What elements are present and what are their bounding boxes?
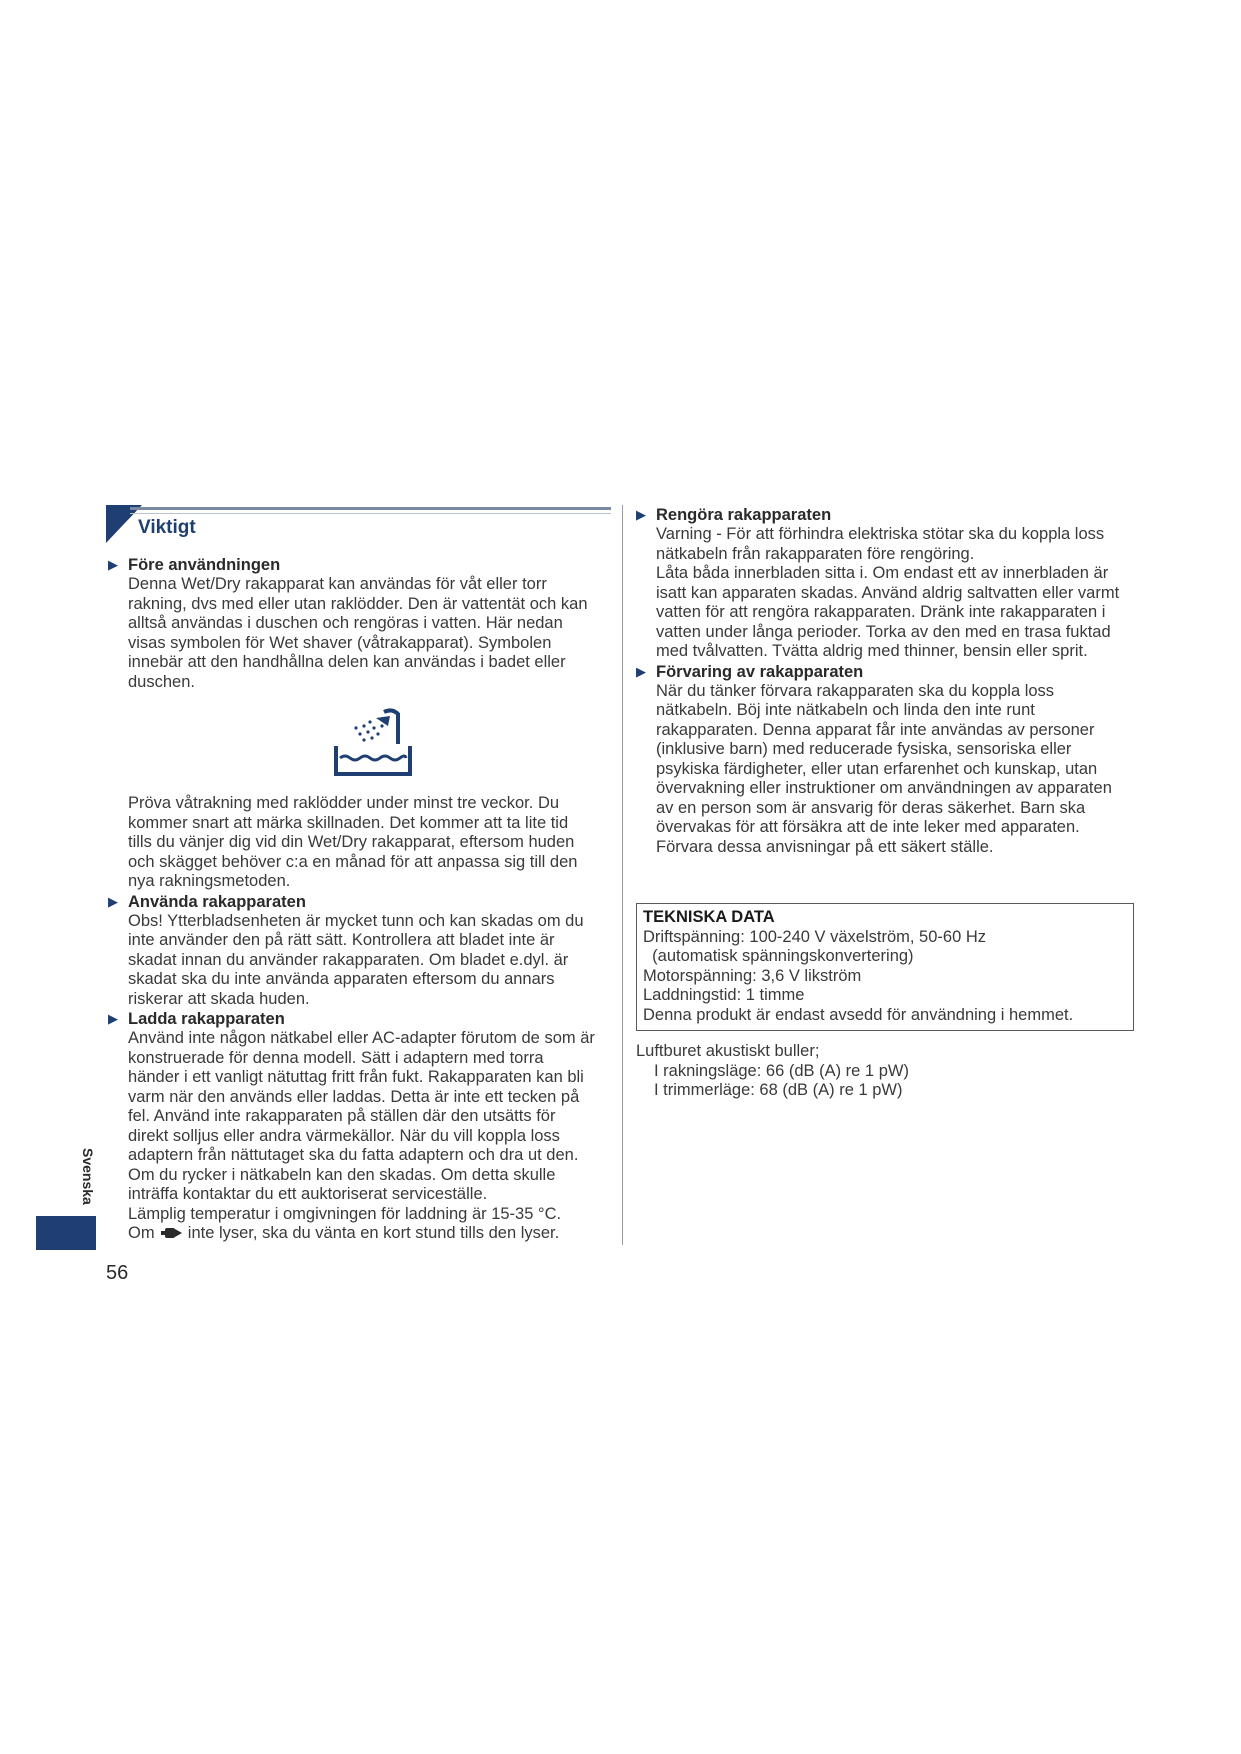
- body-line: Lämplig temperatur i omgivningen för laddning är 15-35 °C.: [128, 1204, 562, 1223]
- body-line: Låta båda innerbladen sitta i. Om endast ett av innerbladen är: [656, 564, 1109, 582]
- noise-info: [636, 1042, 1136, 1101]
- body-line: alltså användas i duschen och rengöras i vatten. Här nedan: [128, 614, 563, 632]
- triangle-right-icon: ▶: [636, 507, 646, 522]
- body-text: Om: [128, 1224, 155, 1242]
- section-heading: Förvaring av rakapparaten: [656, 662, 864, 681]
- triangle-right-icon: ▶: [108, 557, 118, 572]
- body-line: riskerar att skada huden.: [128, 989, 310, 1008]
- tech-data-line: Denna produkt är endast avsedd för användning i hemmet.: [643, 1005, 1074, 1024]
- body-line: När du tänker förvara rakapparaten ska du koppla loss: [656, 681, 1055, 700]
- body-line: adaptern från nättutaget ska du fatta adaptern och dra ut den.: [128, 1146, 579, 1164]
- body-line: innebär att den handhållna delen kan användas i badet eller: [128, 653, 566, 671]
- section-anvanda-rakapparaten: [108, 892, 618, 1010]
- shower-bath-icon: [326, 706, 426, 786]
- tech-data-title: TEKNISKA DATA: [643, 908, 775, 926]
- body-line: tills du vänjer dig vid din Wet/Dry rakapparat, eftersom huden: [128, 833, 575, 851]
- tech-data-line: (automatisk spänningskonvertering): [643, 947, 914, 965]
- body-line: Varning - För att förhindra elektriska stötar ska du koppla loss: [656, 525, 1105, 543]
- body-line: nätkabeln från rakapparaten före rengöring.: [656, 544, 975, 563]
- body-line: duschen.: [128, 672, 195, 691]
- body-line-with-icon: [128, 1224, 618, 1244]
- language-tab: [36, 1130, 96, 1250]
- body-line: skadat innan du använder rakapparaten. Om bladet e.dyl. är: [128, 950, 569, 969]
- body-line: Denna Wet/Dry rakapparat kan användas för våt eller torr: [128, 575, 547, 593]
- body-line: Obs! Ytterbladsenheten är mycket tunn och kan skadas om du: [128, 911, 584, 930]
- noise-line: I rakningsläge: 66 (dB (A) re 1 pW): [654, 1061, 909, 1080]
- body-line: övervakning eller instruktioner om användningen av apparaten: [656, 779, 1112, 797]
- body-line: rakapparaten. Denna apparat får inte användas av personer: [656, 720, 1095, 739]
- page-number: 56: [106, 1262, 129, 1284]
- section-heading: Ladda rakapparaten: [128, 1010, 285, 1028]
- header-rule-thin: [130, 513, 611, 514]
- body-line: vatten under långa perioder. Torka av den med en trasa fuktad: [656, 622, 1111, 641]
- body-line: inträffa kontaktar du ett auktoriserat serviceställe.: [128, 1185, 488, 1203]
- body-line: isatt kan apparaten skadas. Använd aldrig saltvatten eller varmt: [656, 583, 1120, 602]
- body-line: inte använder den på rätt sätt. Kontrollera att bladet inte är: [128, 931, 555, 949]
- triangle-right-icon: ▶: [636, 663, 646, 679]
- body-line: och skägget behöver c:a en månad för att anpassa sig till den: [128, 852, 578, 871]
- triangle-right-icon: ▶: [108, 1011, 118, 1026]
- body-line: visas symbolen för Wet shaver (våtrakapparat). Symbolen: [128, 633, 552, 652]
- tech-data-line: Laddningstid: 1 timme: [643, 986, 805, 1004]
- wet-shaver-symbol: [108, 692, 618, 794]
- tech-data-line: Motorspänning: 3,6 V likström: [643, 966, 862, 985]
- language-label: Svenska: [80, 1148, 96, 1205]
- body-line: nya rakningsmetoden.: [128, 872, 291, 890]
- right-column: [636, 505, 1138, 857]
- body-line: direkt solljus eller andra värmekällor. När du vill koppla loss: [128, 1126, 560, 1145]
- body-line: psykiska färdigheter, eller utan erfarenhet och kunskap, utan: [656, 759, 1098, 778]
- section-ladda-rakapparaten: [108, 1009, 618, 1244]
- section-heading: Rengöra rakapparaten: [656, 506, 832, 524]
- body-line: konstruerade för denna modell. Sätt i adaptern med torra: [128, 1048, 544, 1067]
- body-line: Använd inte någon nätkabel eller AC-adapter förutom de som är: [128, 1029, 595, 1047]
- section-heading: Använda rakapparaten: [128, 892, 306, 911]
- plug-icon: [159, 1227, 183, 1239]
- body-line: varm när den används eller laddas. Detta är inte ett tecken på: [128, 1087, 580, 1106]
- section-forvaring-av-rakapparaten: [636, 662, 1138, 858]
- language-tab-block: [36, 1216, 96, 1250]
- noise-line: I trimmerläge: 68 (dB (A) re 1 pW): [654, 1081, 903, 1099]
- header: [106, 505, 611, 549]
- body-line: händer i ett vanligt nätuttag fritt från fukt. Rakapparaten kan bli: [128, 1068, 584, 1086]
- body-line: nätkabeln. Böj inte nätkabeln och linda den inte runt: [656, 701, 1035, 719]
- left-column: [108, 555, 618, 1244]
- body-line: kommer snart att märka skillnaden. Det kommer att ta lite tid: [128, 813, 569, 832]
- triangle-right-icon: ▶: [108, 893, 118, 909]
- section-rengora-rakapparaten: [636, 505, 1138, 662]
- section-fore-anvandningen: [108, 555, 618, 892]
- body-line: Om du rycker i nätkabeln kan den skadas. Om detta skulle: [128, 1165, 556, 1184]
- page-title: Viktigt: [138, 517, 196, 538]
- body-line: övervakas för att försäkra att de inte leker med apparaten.: [656, 818, 1080, 836]
- body-line: fel. Använd inte rakapparaten på ställen där den utsätts för: [128, 1107, 556, 1125]
- noise-title: Luftburet akustiskt buller;: [636, 1042, 820, 1060]
- tech-data-line: Driftspänning: 100-240 V växelström, 50-60 Hz: [643, 927, 987, 946]
- body-line: (inklusive barn) med reducerade fysiska, sensoriska eller: [656, 740, 1072, 758]
- body-line: Förvara dessa anvisningar på ett säkert ställe.: [656, 837, 994, 856]
- column-divider: [622, 505, 623, 1245]
- body-line: med tvålvatten. Tvätta aldrig med thinner, bensin eller sprit.: [656, 642, 1088, 660]
- body-line: skadat ska du inte använda apparaten eftersom du annars: [128, 970, 555, 988]
- section-heading: Före användningen: [128, 556, 281, 574]
- body-text: inte lyser, ska du vänta en kort stund tills den lyser.: [187, 1224, 560, 1242]
- body-line: Pröva våtrakning med raklödder under minst tre veckor. Du: [128, 794, 560, 812]
- header-rule: [130, 507, 611, 510]
- body-line: rakning, dvs med eller utan raklödder. Den är vattentät och kan: [128, 594, 588, 613]
- tech-data-box: [636, 903, 1134, 1031]
- body-line: av en person som är ansvarig för deras säkerhet. Barn ska: [656, 798, 1086, 817]
- body-line: vatten för att rengöra rakapparaten. Dränk inte rakapparaten i: [656, 603, 1106, 621]
